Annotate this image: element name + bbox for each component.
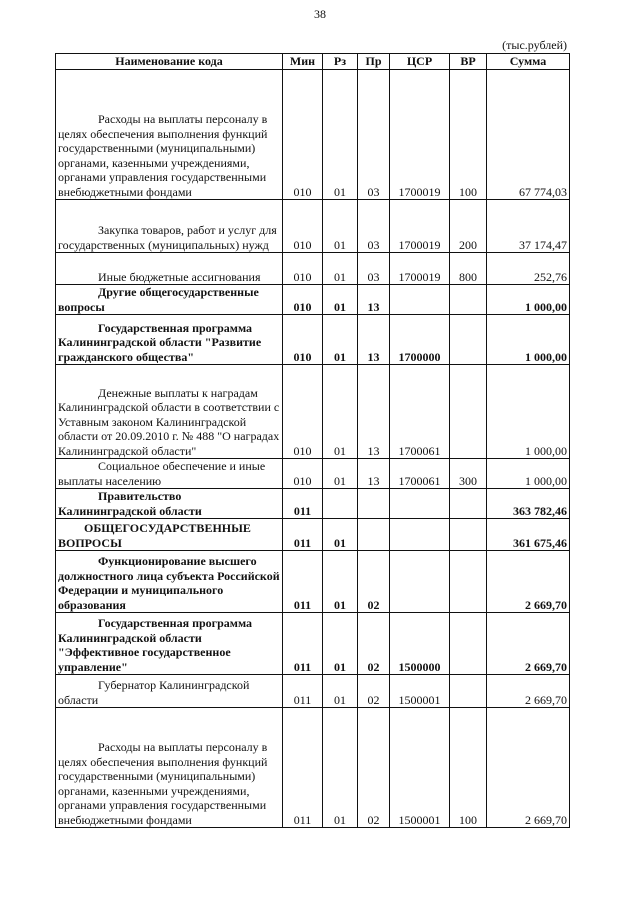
table-row bbox=[56, 285, 570, 315]
header-csr: ЦСР bbox=[390, 54, 450, 70]
cell-name bbox=[56, 315, 283, 365]
cell-csr: 1700061 bbox=[390, 365, 450, 459]
cell-vr bbox=[450, 613, 487, 675]
table-body bbox=[56, 70, 570, 828]
cell-name bbox=[56, 613, 283, 675]
cell-min: 010 bbox=[283, 200, 323, 253]
cell-pr: 02 bbox=[358, 675, 390, 708]
cell-min: 011 bbox=[283, 551, 323, 613]
cell-name bbox=[56, 253, 283, 285]
cell-sum: 1 000,00 bbox=[487, 285, 570, 315]
header-sum: Сумма bbox=[487, 54, 570, 70]
cell-csr bbox=[390, 489, 450, 519]
cell-name-text: Расходы на выплаты персоналу в целях обеспечения выполнения функций государственными (муниципальными) органами, казенными учреждениями, органами управления государственными внебюджетными фондами bbox=[58, 740, 268, 827]
cell-rz: 01 bbox=[323, 253, 358, 285]
cell-vr bbox=[450, 519, 487, 551]
cell-vr bbox=[450, 315, 487, 365]
cell-pr: 03 bbox=[358, 253, 390, 285]
cell-sum: 67 774,03 bbox=[487, 70, 570, 200]
cell-csr: 1700061 bbox=[390, 459, 450, 489]
cell-min: 010 bbox=[283, 253, 323, 285]
cell-vr: 200 bbox=[450, 200, 487, 253]
page-number: 38 bbox=[314, 7, 326, 21]
cell-name-text: Государственная программа Калининградской области "Развитие гражданского общества" bbox=[58, 320, 262, 364]
cell-min: 011 bbox=[283, 519, 323, 551]
cell-name-text: Денежные выплаты к наградам Калининградской области в соответствии с Уставным законом Калининградской области от 20.09.2010 г. № 488 "О наградах Калининградской области" bbox=[58, 385, 280, 458]
budget-table bbox=[55, 53, 570, 828]
cell-min: 010 bbox=[283, 365, 323, 459]
cell-vr: 100 bbox=[450, 708, 487, 828]
cell-sum: 252,76 bbox=[487, 253, 570, 285]
table-row bbox=[56, 551, 570, 613]
cell-rz: 01 bbox=[323, 70, 358, 200]
cell-pr: 02 bbox=[358, 551, 390, 613]
cell-csr bbox=[390, 551, 450, 613]
table-row bbox=[56, 200, 570, 253]
cell-vr bbox=[450, 489, 487, 519]
cell-vr: 100 bbox=[450, 70, 487, 200]
cell-name-text: Государственная программа Калининградской области "Эффективное государственное управление" bbox=[58, 616, 253, 674]
header-rz: Рз bbox=[323, 54, 358, 70]
cell-pr: 13 bbox=[358, 285, 390, 315]
cell-pr: 03 bbox=[358, 200, 390, 253]
cell-rz: 01 bbox=[323, 708, 358, 828]
cell-sum: 1 000,00 bbox=[487, 459, 570, 489]
cell-sum: 1 000,00 bbox=[487, 315, 570, 365]
header-min: Мин bbox=[283, 54, 323, 70]
table-row bbox=[56, 675, 570, 708]
cell-rz: 01 bbox=[323, 675, 358, 708]
cell-sum: 2 669,70 bbox=[487, 613, 570, 675]
cell-name bbox=[56, 489, 283, 519]
cell-min: 010 bbox=[283, 285, 323, 315]
cell-name bbox=[56, 459, 283, 489]
table-header-row bbox=[56, 54, 570, 70]
header-name: Наименование кода bbox=[56, 54, 283, 70]
cell-rz: 01 bbox=[323, 365, 358, 459]
cell-vr bbox=[450, 551, 487, 613]
cell-vr: 300 bbox=[450, 459, 487, 489]
cell-min: 011 bbox=[283, 613, 323, 675]
cell-pr bbox=[358, 519, 390, 551]
cell-min: 010 bbox=[283, 315, 323, 365]
cell-rz: 01 bbox=[323, 519, 358, 551]
cell-csr: 1700019 bbox=[390, 70, 450, 200]
cell-pr bbox=[358, 489, 390, 519]
cell-name bbox=[56, 365, 283, 459]
cell-sum: 2 669,70 bbox=[487, 708, 570, 828]
cell-pr: 02 bbox=[358, 613, 390, 675]
cell-name-text: Правительство Калининградской области bbox=[58, 489, 202, 518]
cell-pr: 13 bbox=[358, 459, 390, 489]
cell-name-text: Закупка товаров, работ и услуг для государственных (муниципальных) нужд bbox=[58, 223, 277, 252]
units-label: (тыс.рублей) bbox=[502, 38, 567, 52]
cell-vr bbox=[450, 675, 487, 708]
table-row bbox=[56, 459, 570, 489]
table-row bbox=[56, 613, 570, 675]
cell-rz: 01 bbox=[323, 459, 358, 489]
cell-csr: 1700019 bbox=[390, 253, 450, 285]
cell-sum: 2 669,70 bbox=[487, 551, 570, 613]
cell-name-text: ОБЩЕГОСУДАРСТВЕННЫЕ ВОПРОСЫ bbox=[58, 521, 251, 550]
cell-rz: 01 bbox=[323, 200, 358, 253]
cell-name-text: Функционирование высшего должностного лица субъекта Российской Федерации и муниципального образования bbox=[58, 554, 280, 612]
cell-min: 011 bbox=[283, 708, 323, 828]
cell-name bbox=[56, 551, 283, 613]
cell-sum: 37 174,47 bbox=[487, 200, 570, 253]
cell-name bbox=[56, 708, 283, 828]
cell-pr: 03 bbox=[358, 70, 390, 200]
cell-csr bbox=[390, 285, 450, 315]
table-row bbox=[56, 315, 570, 365]
cell-name-text: Социальное обеспечение и иные выплаты населению bbox=[58, 459, 266, 488]
table-row bbox=[56, 489, 570, 519]
cell-vr bbox=[450, 365, 487, 459]
cell-vr: 800 bbox=[450, 253, 487, 285]
cell-vr bbox=[450, 285, 487, 315]
cell-name-text: Губернатор Калининградской области bbox=[58, 678, 250, 707]
cell-csr: 1500000 bbox=[390, 613, 450, 675]
cell-name bbox=[56, 519, 283, 551]
table-row bbox=[56, 365, 570, 459]
table-row bbox=[56, 253, 570, 285]
cell-csr bbox=[390, 519, 450, 551]
cell-rz: 01 bbox=[323, 285, 358, 315]
cell-csr: 1500001 bbox=[390, 708, 450, 828]
cell-pr: 13 bbox=[358, 315, 390, 365]
cell-pr: 13 bbox=[358, 365, 390, 459]
cell-sum: 363 782,46 bbox=[487, 489, 570, 519]
cell-csr: 1500001 bbox=[390, 675, 450, 708]
cell-min: 011 bbox=[283, 675, 323, 708]
cell-name-text: Расходы на выплаты персоналу в целях обеспечения выполнения функций государственными (муниципальными) органами, казенными учреждениями, органами управления государственными внебюджетными фондами bbox=[58, 112, 268, 199]
header-vr: ВР bbox=[450, 54, 487, 70]
header-pr: Пр bbox=[358, 54, 390, 70]
cell-min: 010 bbox=[283, 459, 323, 489]
cell-min: 011 bbox=[283, 489, 323, 519]
cell-csr: 1700019 bbox=[390, 200, 450, 253]
cell-name-text: Иные бюджетные ассигнования bbox=[98, 269, 261, 284]
cell-sum: 361 675,46 bbox=[487, 519, 570, 551]
table-row bbox=[56, 519, 570, 551]
cell-pr: 02 bbox=[358, 708, 390, 828]
cell-rz: 01 bbox=[323, 613, 358, 675]
cell-name bbox=[56, 70, 283, 200]
cell-min: 010 bbox=[283, 70, 323, 200]
cell-name bbox=[56, 675, 283, 708]
cell-rz: 01 bbox=[323, 315, 358, 365]
table-row bbox=[56, 70, 570, 200]
cell-rz bbox=[323, 489, 358, 519]
cell-name-text: Другие общегосударственные вопросы bbox=[58, 285, 259, 314]
table-row bbox=[56, 708, 570, 828]
cell-csr: 1700000 bbox=[390, 315, 450, 365]
cell-rz: 01 bbox=[323, 551, 358, 613]
cell-sum: 1 000,00 bbox=[487, 365, 570, 459]
cell-sum: 2 669,70 bbox=[487, 675, 570, 708]
cell-name bbox=[56, 285, 283, 315]
cell-name bbox=[56, 200, 283, 253]
